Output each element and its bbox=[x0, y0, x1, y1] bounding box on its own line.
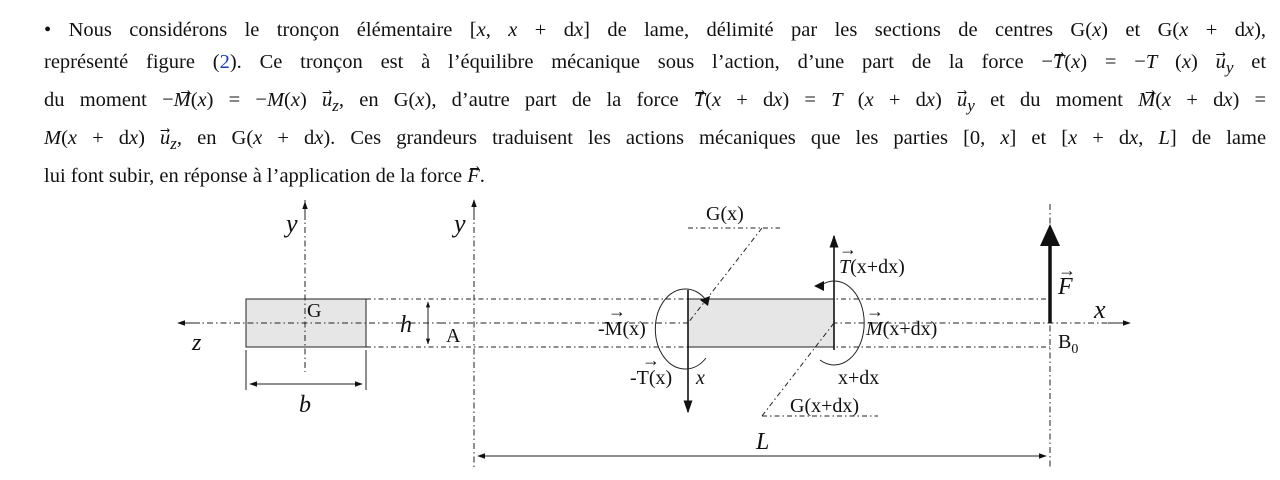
length-label: L bbox=[756, 429, 770, 455]
gxdx-label: G(x+dx) bbox=[790, 395, 860, 417]
moment-mx-vec: → bbox=[608, 301, 626, 321]
force-f-vec: → bbox=[1058, 260, 1076, 280]
cross-section bbox=[178, 200, 440, 418]
beam-x-label: x bbox=[1094, 295, 1106, 324]
height-label: h bbox=[400, 312, 412, 338]
force-f-label: F bbox=[1058, 274, 1073, 300]
force-t-xdx-vec: → bbox=[839, 239, 857, 259]
paragraph-line-5: lui font subir, en réponse à l’application de la force F. bbox=[44, 165, 485, 188]
moment-mxdx-head bbox=[814, 281, 824, 291]
moment-mxdx-vec: → bbox=[866, 301, 884, 321]
element-dx bbox=[688, 299, 834, 347]
paragraph-line-4: M(x + dx) $u_z$, en G(x + dx). Ces grandeurs traduisent les actions mécaniques que les parties [0, x] et [x + dx, L] de lame bbox=[44, 127, 1267, 154]
force-t-xdx-label: T(x+dx) bbox=[839, 256, 905, 278]
gx-label: G(x) bbox=[706, 203, 744, 225]
moment-mx-label: -M(x) bbox=[598, 318, 646, 340]
beam-side-view bbox=[366, 200, 1130, 468]
force-t-x-vec: → bbox=[642, 350, 660, 370]
section-y-label: y bbox=[286, 209, 298, 238]
section-z-label: z bbox=[192, 330, 202, 356]
position-x-label: x bbox=[696, 367, 705, 389]
moment-mxdx-label: M(x+dx) bbox=[866, 318, 938, 340]
section-center-label: G bbox=[307, 300, 322, 322]
paragraph bbox=[44, 14, 1266, 192]
force-t-x-label: -T(x) bbox=[630, 367, 673, 389]
vector-T: T bbox=[1052, 51, 1065, 73]
position-xdx-label: x+dx bbox=[838, 367, 880, 389]
origin-label: A bbox=[446, 325, 461, 347]
paragraph-line-3: du moment −M(x) = −M(x) $u_z$, en G(x), d’autre part de la force T(x + dx) = T (x + dx) $u_y$ et du moment M(x + dx) = bbox=[44, 89, 1267, 116]
paragraph-line-2: représenté figure (2). Ce tronçon est à l’équilibre mécanique sous l’action, d’une part de la force −T(x) = −T (x) $u_y$ et bbox=[44, 51, 1267, 78]
force-f-head bbox=[1040, 224, 1060, 246]
paragraph-line-1: • Nous considérons le tronçon élémentaire [x, x + dx] de lame, délimité par les sections de centres G(x) et G(x + dx), bbox=[44, 19, 1267, 41]
point-b0-label: $B_0$ bbox=[1058, 331, 1079, 357]
beam-figure bbox=[0, 190, 1280, 480]
width-label: b bbox=[299, 392, 311, 418]
beam-y-label: y bbox=[454, 209, 466, 238]
figure-reference-link[interactable]: 2 bbox=[219, 51, 230, 73]
